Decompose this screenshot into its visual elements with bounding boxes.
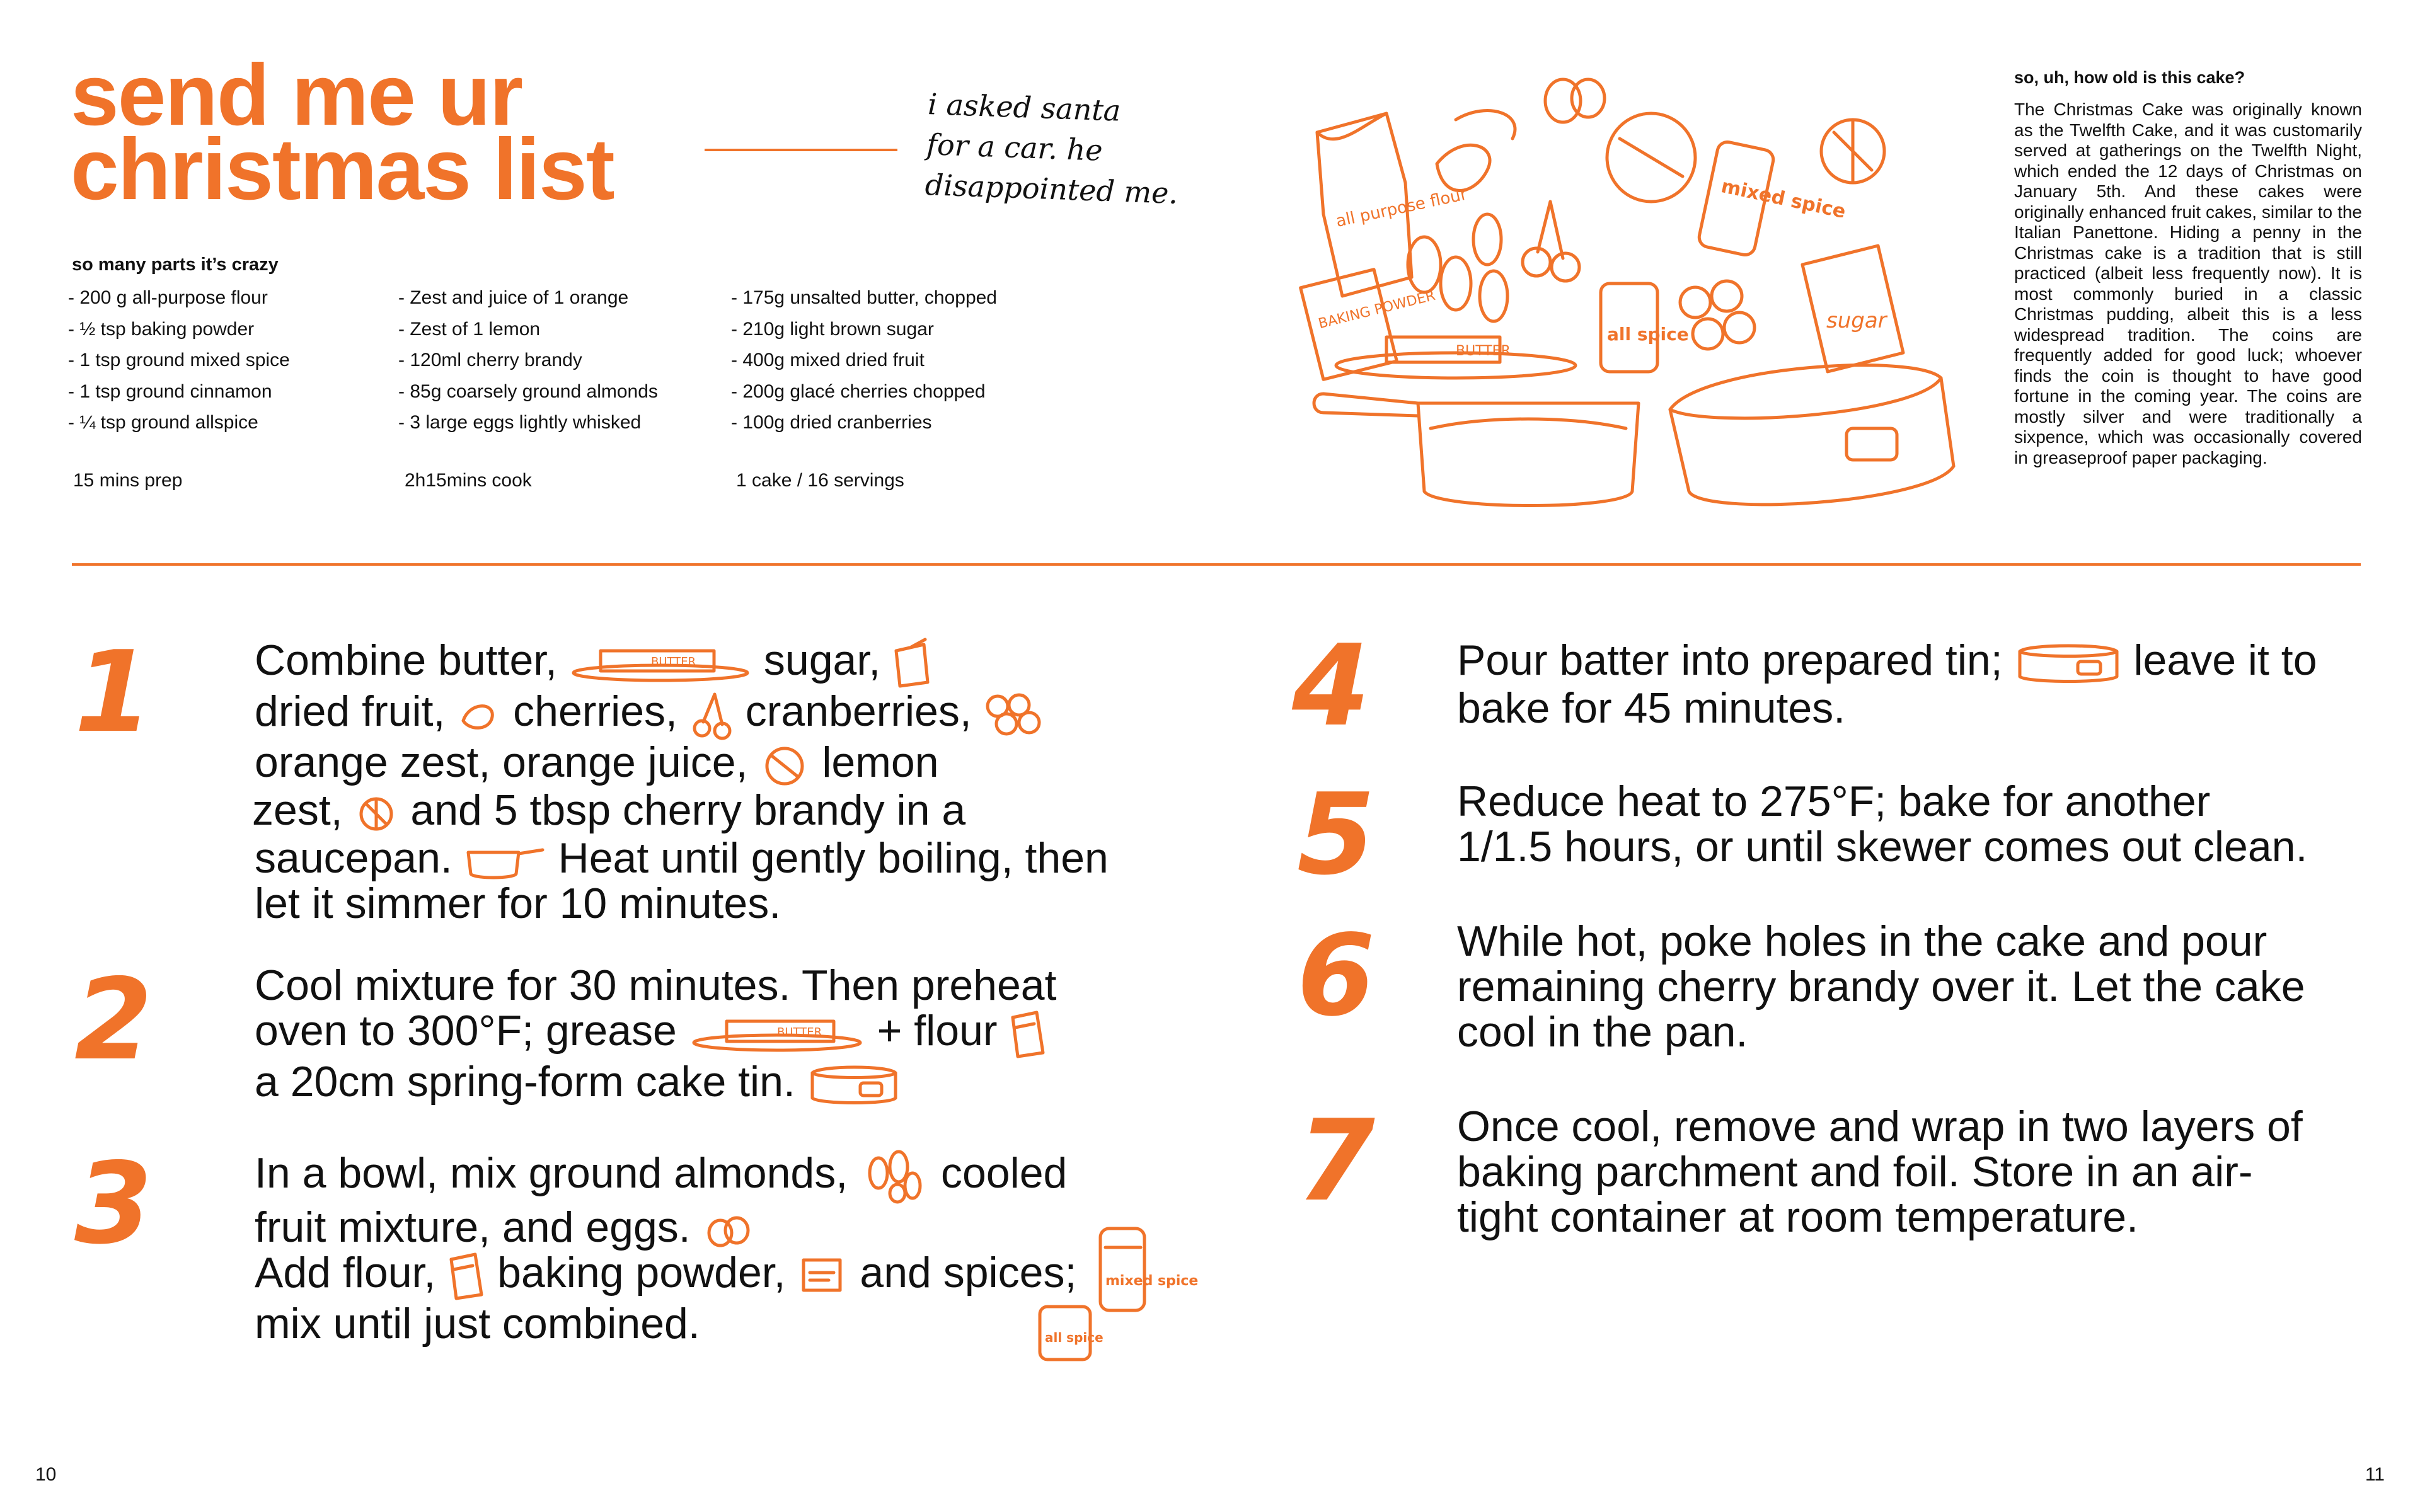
cherries-icon [1523,202,1579,281]
allspice-icon [1601,284,1689,372]
step-text-fragment: tight container at room temperature. [1457,1193,2138,1241]
step-text-fragment: dried fruit, [255,687,446,736]
step-text-fragment: fruit mixture, and eggs. [255,1203,691,1251]
svg-text:BUTTER: BUTTER [1456,343,1511,359]
step-number-7: 7 [1297,1096,1375,1226]
step-text-fragment: saucepan. [255,834,452,883]
note-line-1: i asked santa [927,87,1122,128]
page-title [71,47,614,218]
step-5-text [1457,779,2365,869]
ingredient-item: - 200 g all-purpose flour [68,287,268,308]
step-text-fragment: cool in the pan. [1457,1008,1748,1056]
step-text-fragment: + flour [877,1007,998,1055]
svg-text:BAKING POWDER: BAKING POWDER [1317,287,1437,333]
butter-icon [1336,337,1576,378]
step-text-fragment: Reduce heat to 275°F; bake for another [1457,777,2211,825]
yield: 1 cake / 16 servings [736,470,904,491]
mixed-spice-icon [1090,1216,1199,1329]
cake-tin-icon [1670,365,1954,505]
step-1-text [252,636,1150,928]
step-text-fragment: Combine butter, [255,636,558,684]
cook-time: 2h15mins cook [405,470,532,491]
ingredients-illustration [1298,76,1998,517]
step-text-fragment: Add flour, [255,1249,436,1297]
svg-text:BUTTER: BUTTER [776,1026,822,1040]
ingredient-item: - 3 large eggs lightly whisked [398,412,642,433]
note-line-3: disappointed me. [924,167,1178,210]
step-number-6: 6 [1297,910,1375,1041]
ingredients-column-1 [68,282,290,438]
step-text-fragment: orange zest, orange juice, [255,738,748,787]
step-3-text [255,1148,1150,1346]
flour-bag-icon [1009,1009,1047,1059]
flour-bag-icon [1317,113,1469,296]
ingredient-item: - 175g unsalted butter, chopped [731,287,997,308]
ingredient-item: - 85g coarsely ground almonds [398,381,658,402]
cake-tin-icon [807,1063,902,1107]
step-number-2: 2 [74,954,153,1085]
svg-text:mixed spice: mixed spice [1719,175,1848,224]
flour-bag-icon [447,1251,485,1301]
step-text-fragment: remaining cherry brandy over it. Let the cake [1457,963,2305,1011]
step-text-fragment: baking powder, [497,1249,786,1297]
ingredient-item: - 400g mixed dried fruit [731,350,925,370]
title-line-2: christmas list [71,121,614,218]
page-number-left: 10 [35,1464,57,1485]
butter-icon [569,644,752,682]
ingredient-item: - ½ tsp baking powder [68,318,255,340]
step-text-fragment: While hot, poke holes in the cake and pour [1457,917,2267,965]
orange-icon [1607,113,1695,202]
prep-time: 15 mins prep [73,470,183,491]
step-text-fragment: and spices; [860,1249,1077,1297]
handwritten-note [925,84,1182,214]
butter-icon [689,1015,865,1053]
step-text-fragment: and 5 tbsp cherry brandy in a [410,786,966,835]
lemon-icon [1821,120,1884,183]
ingredient-item: - 1 tsp ground mixed spice [68,350,290,370]
step-text-fragment: In a bowl, mix ground almonds, [255,1148,848,1197]
step-7-text [1457,1104,2365,1240]
orange-icon [759,743,810,788]
dried-fruit-icon [1437,111,1515,191]
svg-text:all purpose flour: all purpose flour [1334,185,1469,231]
ingredient-item: - 210g light brown sugar [731,318,934,340]
section-divider [72,563,2361,566]
cranberries-icon [1680,281,1754,349]
step-text-fragment: a 20cm spring-form cake tin. [255,1058,795,1106]
ingredient-item: - 100g dried cranberries [731,412,932,433]
allspice-icon [1031,1298,1103,1367]
ingredient-item: - 200g glacé cherries chopped [731,381,986,402]
svg-text:all spice: all spice [1045,1330,1103,1345]
baking-powder-icon [797,1254,848,1298]
step-text-fragment: sugar, [763,636,881,684]
svg-text:all spice: all spice [1607,324,1689,345]
step-number-5: 5 [1297,769,1375,900]
page-number-right: 11 [2365,1464,2385,1485]
cranberries-icon [984,692,1047,736]
title-line-1: send me ur [71,47,522,144]
step-text-fragment: cranberries, [745,687,972,736]
ingredient-item: - 120ml cherry brandy [398,350,582,370]
title-rule [705,149,897,151]
saucepan-icon [1314,394,1639,506]
note-line-2: for a car. he [926,127,1103,168]
step-text-fragment: mix until just combined. [255,1300,700,1348]
step-number-3: 3 [74,1138,153,1269]
lemon-icon [355,791,399,835]
saucepan-icon [464,842,546,880]
step-6-text [1457,919,2365,1055]
ingredient-item: - 1 tsp ground cinnamon [68,381,272,402]
ingredient-item: - Zest of 1 lemon [398,318,541,340]
sugar-bag-icon [892,638,930,689]
step-text-fragment: zest, [252,786,343,835]
mixed-spice-icon [1697,140,1847,257]
almonds-icon [860,1148,929,1205]
step-text-fragment: Cool mixture for 30 minutes. Then preheat [255,961,1057,1009]
eggs-icon [1545,79,1605,122]
step-text-fragment: Once cool, remove and wrap in two layers of [1457,1102,2303,1150]
step-text-fragment: Pour batter into prepared tin; [1457,636,2003,684]
step-text-fragment: baking parchment and foil. Store in an air- [1457,1148,2253,1196]
step-number-4: 4 [1292,621,1370,751]
eggs-icon [703,1211,753,1249]
step-number-1: 1 [74,627,153,757]
svg-text:mixed spice: mixed spice [1105,1273,1199,1289]
step-text-fragment: leave it to [2133,636,2317,684]
step-text-fragment: lemon [822,738,939,787]
step-2-text [255,963,1150,1107]
step-4-text [1457,638,2365,731]
sidebar-heading: so, uh, how old is this cake? [2014,68,2245,87]
ingredient-item: - Zest and juice of 1 orange [398,287,629,308]
sidebar-body: The Christmas Cake was originally known as the Twelfth Cake, and it was customarily served at gatherings on the Twelfth Night, which ended the 12 days of Christmas on January 5th. And these cakes were originally enhanced fruit cakes, similar to the Italian Panettone. Hiding a penny in the Christmas cake is a tradition that is still practiced (albeit less frequently now). It is most commonly buried in a classic Christmas pudding, albeit this is a less widespread tradition. The coins are frequently added for good luck; whoever finds the coin is thought to have good fortune in the coming year. The coins are mostly silver and were traditionally a sixpence, which was occasionally covered in greaseproof paper packaging. [2014,100,2362,467]
step-text-fragment: oven to 300°F; grease [255,1007,677,1055]
step-text-fragment: bake for 45 minutes. [1457,684,1846,733]
step-text-fragment: 1/1.5 hours, or until skewer comes out clean. [1457,823,2308,871]
step-text-fragment: cherries, [513,687,677,736]
dried-fruit-icon [457,696,501,733]
ingredients-column-2 [398,282,658,438]
ingredient-item: - ¼ tsp ground allspice [68,412,258,433]
cherries-icon [689,689,734,740]
step-text-fragment: let it simmer for 10 minutes. [255,879,781,928]
svg-text:sugar: sugar [1826,308,1887,333]
step-text-fragment: cooled [940,1148,1068,1197]
ingredients-heading: so many parts it’s crazy [72,255,279,275]
step-text-fragment: Heat until gently boiling, then [558,834,1109,883]
ingredients-column-3 [731,282,997,438]
svg-text:BUTTER: BUTTER [650,655,696,669]
cake-tin-icon [2015,641,2122,685]
sugar-bag-icon [1802,246,1903,372]
